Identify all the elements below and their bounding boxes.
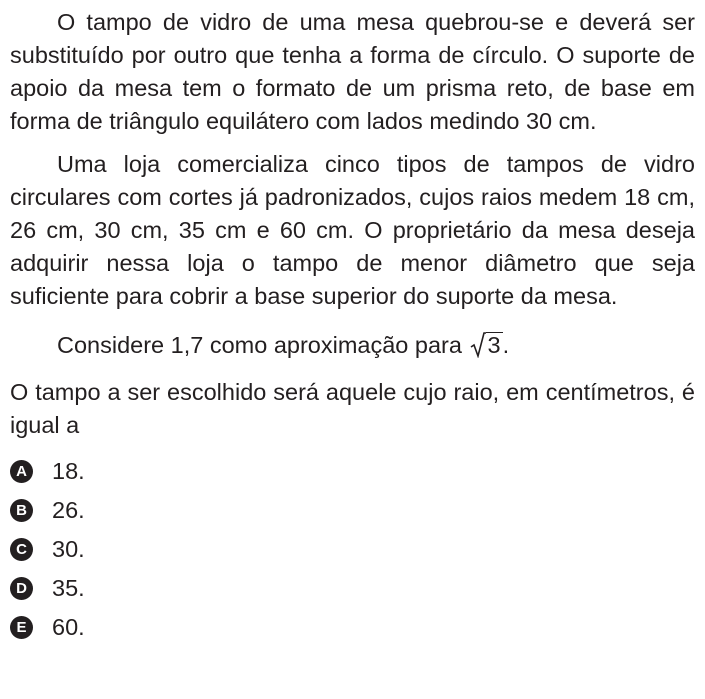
statement-paragraph-2: Uma loja comercializa cinco tipos de tampos de vidro circulares com cortes já padronizados, cujos raios medem 18 cm, 26 cm, 30 cm, 35 cm e 60 cm. O proprietário da mesa deseja adquirir nessa loja o tampo de menor diâmetro que seja suficiente para cobrir a base superior do suporte da mesa. — [10, 151, 695, 309]
approximation-text: Considere 1,7 como aproximação para — [57, 332, 462, 358]
option-a-badge: A — [10, 460, 33, 483]
statement-paragraph-1: O tampo de vidro de uma mesa quebrou-se e deverá ser substituído por outro que tenha a forma de círculo. O suporte de apoio da mesa tem o formato de um prisma reto, de base em forma de triângulo equilátero com lados medindo 30 cm. — [10, 9, 695, 134]
radical-sign-icon — [470, 332, 486, 358]
question-stem: O tampo a ser escolhido será aquele cujo raio, em centímetros, é igual a — [10, 379, 695, 438]
option-c[interactable] — [10, 530, 695, 569]
option-d-badge: D — [10, 577, 33, 600]
option-b[interactable] — [10, 491, 695, 530]
option-d[interactable] — [10, 569, 695, 608]
option-e-text: 60. — [52, 614, 85, 640]
approximation-suffix: . — [502, 332, 510, 358]
option-a-text: 18. — [52, 458, 85, 484]
approximation-note — [10, 329, 695, 362]
option-b-badge: B — [10, 499, 33, 522]
option-e[interactable] — [10, 608, 695, 647]
square-root-expression — [470, 329, 502, 362]
option-d-text: 35. — [52, 575, 85, 601]
answer-options — [10, 452, 695, 647]
option-a[interactable] — [10, 452, 695, 491]
option-c-badge: C — [10, 538, 33, 561]
option-c-text: 30. — [52, 536, 85, 562]
radicand: 3 — [487, 332, 501, 358]
option-e-badge: E — [10, 616, 33, 639]
option-b-text: 26. — [52, 497, 85, 523]
